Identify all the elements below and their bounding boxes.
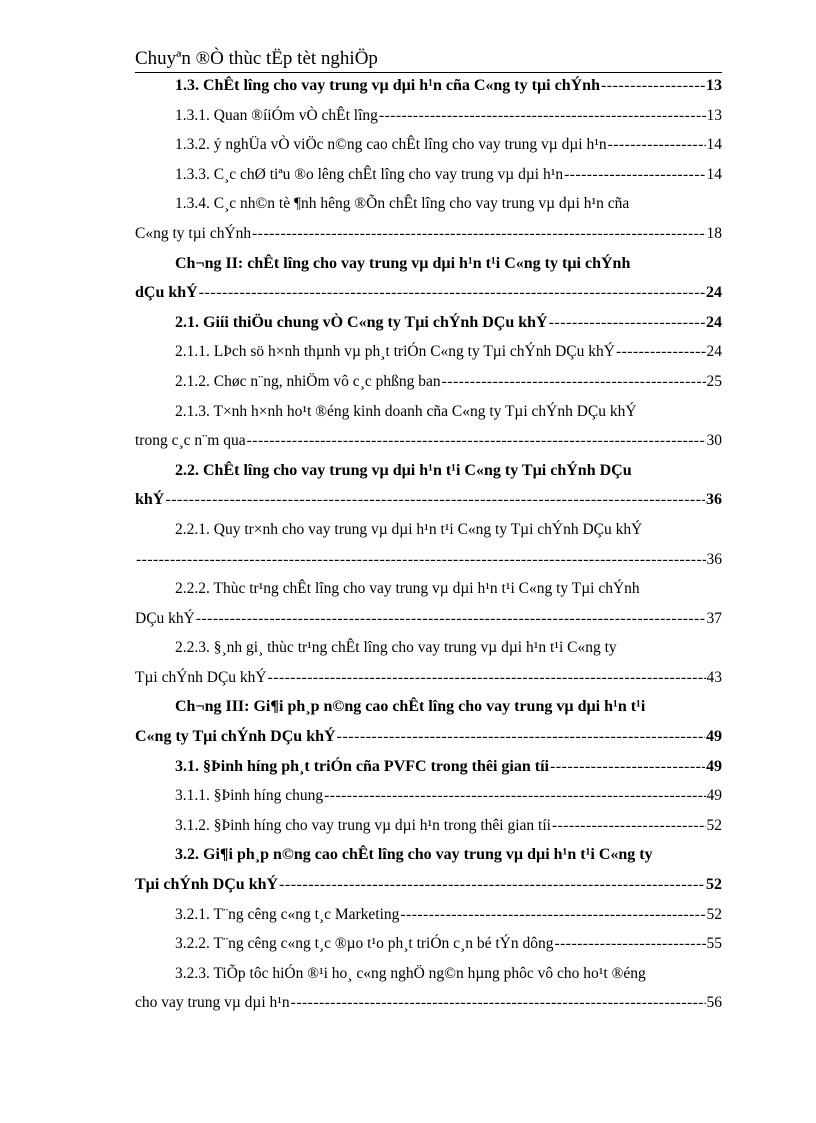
toc-page-number: 13 [706, 106, 722, 124]
toc-page-number: 37 [706, 609, 722, 627]
dot-leader [247, 426, 706, 456]
toc-page-number: 14 [706, 165, 722, 183]
dot-leader [552, 811, 706, 841]
toc-entry-title: C«ng ty tµi chÝnh [135, 224, 252, 242]
dot-leader [550, 752, 705, 782]
toc-entry-title: Tµi chÝnh DÇu khÝ [135, 668, 267, 686]
toc-entry[interactable] [135, 367, 722, 397]
dot-leader [268, 663, 706, 693]
toc-entry-title: cho vay trung vµ dµi h¹n [135, 994, 290, 1012]
toc-entry-title: 2.1.1. LÞch sö h×nh thµnh vµ ph¸t triÓn C«ng ty Tµi chÝnh DÇu khÝ [175, 343, 615, 361]
toc-entry-title: C«ng ty Tµi chÝnh DÇu khÝ [135, 728, 336, 746]
toc-entry[interactable] [135, 160, 722, 190]
toc-entry[interactable] [135, 545, 722, 575]
toc-entry[interactable] [135, 781, 722, 811]
dot-leader [337, 722, 705, 752]
dot-leader [199, 278, 705, 308]
dot-leader [554, 929, 705, 959]
toc-page-number: 56 [706, 994, 722, 1012]
toc-entry[interactable] [135, 663, 722, 693]
toc-entry[interactable] [135, 574, 722, 604]
toc-entry-title: Ch¬ng III: Gi¶i ph¸p n©ng cao chÊt lîng cho vay trung vµ dµi h¹n t¹i [175, 698, 646, 716]
toc-entry[interactable] [135, 71, 722, 101]
toc-page-number: 52 [706, 816, 722, 834]
toc-entry-title: 3.1. §Þinh híng ph¸t triÓn cña PVFC trong thêi gian tíi [175, 757, 549, 775]
toc-page-number: 36 [706, 550, 722, 568]
toc-entry-title: 3.2.1. T¨ng cêng c«ng t¸c Marketing [175, 905, 400, 923]
toc-entry-title: 3.2. Gi¶i ph¸p n©ng cao chÊt lîng cho vay trung vµ dµi h¹n t¹i C«ng ty [175, 846, 653, 864]
toc-entry[interactable] [135, 929, 722, 959]
toc-entry-title: dÇu khÝ [135, 284, 198, 302]
toc-page-number: 24 [706, 284, 722, 302]
toc-entry[interactable] [135, 988, 722, 1018]
toc-entry-title: 1.3. ChÊt lîng cho vay trung vµ dµi h¹n cña C«ng ty tµi chÝnh [175, 77, 600, 94]
toc-entry-title: 1.3.2. ý nghÜa vÒ viÖc n©ng cao chÊt lîng cho vay trung vµ dµi h¹n [175, 136, 607, 154]
toc-page-number: 30 [706, 432, 722, 450]
dot-leader [324, 781, 705, 811]
toc-entry[interactable] [135, 278, 722, 308]
toc-page-number: 52 [706, 876, 722, 894]
toc-entry[interactable] [135, 189, 722, 219]
dot-leader [379, 101, 706, 131]
toc-entry-title: DÇu khÝ [135, 609, 195, 627]
toc-page-number: 49 [706, 728, 722, 746]
toc-page-number: 24 [706, 343, 722, 361]
toc-page-number: 14 [706, 136, 722, 154]
toc-entry[interactable] [135, 692, 722, 722]
toc-page-number: 43 [706, 668, 722, 686]
toc-entry-title: 2.2.2. Thùc tr¹ng chÊt lîng cho vay trung vµ dµi h¹n t¹i C«ng ty Tµi chÝnh [175, 580, 640, 598]
toc-entry-title: 1.3.1. Quan ®íiÓm vÒ chÊt lîng [175, 106, 378, 124]
dot-leader [608, 130, 706, 160]
dot-leader [136, 545, 706, 575]
toc-page-number: 36 [706, 491, 722, 509]
toc-entry-title: 3.2.3. TiÕp tôc hiÓn ®¹i ho¸ c«ng nghÖ ng©n hµng phôc vô cho ho¹t ®éng [175, 964, 646, 982]
dot-leader [442, 367, 706, 397]
toc-page-number: 13 [706, 77, 722, 94]
toc-page-number: 49 [706, 787, 722, 805]
toc-entry[interactable] [135, 840, 722, 870]
toc-entry-title: 2.1.3. T×nh h×nh ho¹t ®éng kinh doanh cña C«ng ty Tµi chÝnh DÇu khÝ [175, 402, 637, 420]
toc-page-number: 25 [706, 372, 722, 390]
toc-entry[interactable] [135, 249, 722, 279]
toc-entry-title: 1.3.4. C¸c nh©n tè ¶nh hêng ®Õn chÊt lîng cho vay trung vµ dµi h¹n cña [175, 195, 630, 213]
toc-entry[interactable] [135, 130, 722, 160]
dot-leader [279, 870, 705, 900]
toc-entry[interactable] [135, 426, 722, 456]
toc-entry[interactable] [135, 397, 722, 427]
toc-page-number: 55 [706, 935, 722, 953]
toc-entry[interactable] [135, 811, 722, 841]
toc-entry[interactable] [135, 752, 722, 782]
toc-page-number: 24 [706, 313, 722, 331]
toc-entry-title: Tµi chÝnh DÇu khÝ [135, 876, 279, 894]
table-of-contents [135, 71, 722, 1018]
dot-leader [616, 337, 706, 367]
toc-entry-title: 3.2.2. T¨ng cêng c«ng t¸c ®µo t¹o ph¸t triÓn c¸n bé tÝn dông [175, 935, 554, 953]
toc-entry[interactable] [135, 722, 722, 752]
page-header: Chuyªn ®Ò thùc tËp tèt nghiÖp [135, 47, 722, 73]
toc-entry[interactable] [135, 900, 722, 930]
toc-entry[interactable] [135, 515, 722, 545]
toc-entry[interactable] [135, 485, 722, 515]
dot-leader [400, 900, 705, 930]
toc-entry-title: trong c¸c n¨m qua [135, 432, 246, 450]
toc-entry-title: 3.1.1. §Þinh híng chung [175, 787, 324, 805]
toc-entry-title: 1.3.3. C¸c chØ tiªu ®o lêng chÊt lîng cho vay trung vµ dµi h¹n [175, 165, 564, 183]
toc-entry-title: 2.2.3. §¸nh gi¸ thùc tr¹ng chÊt lîng cho vay trung vµ dµi h¹n t¹i C«ng ty [175, 639, 617, 657]
toc-page-number: 49 [706, 757, 722, 775]
dot-leader [564, 160, 705, 190]
dot-leader [165, 485, 705, 515]
toc-entry[interactable] [135, 870, 722, 900]
toc-page-number: 52 [706, 905, 722, 923]
dot-leader [252, 219, 705, 249]
toc-entry-title: 2.1. Giíi thiÖu chung vÒ C«ng ty Tµi chÝnh DÇu khÝ [175, 313, 548, 331]
toc-entry[interactable] [135, 219, 722, 249]
dot-leader [601, 71, 705, 101]
dot-leader [196, 604, 706, 634]
toc-entry-title: 2.1.2. Chøc n¨ng, nhiÖm vô c¸c phßng ban [175, 372, 441, 390]
toc-entry-title: 3.1.2. §Þinh híng cho vay trung vµ dµi h¹n trong thêi gian tíi [175, 816, 551, 834]
toc-entry-title: Ch¬ng II: chÊt lîng cho vay trung vµ dµi h¹n t¹i C«ng ty tµi chÝnh [175, 254, 631, 272]
toc-entry[interactable] [135, 337, 722, 367]
toc-entry[interactable] [135, 959, 722, 989]
toc-entry-title: 2.2. ChÊt lîng cho vay trung vµ dµi h¹n t¹i C«ng ty Tµi chÝnh DÇu [175, 461, 632, 479]
dot-leader [291, 988, 706, 1018]
toc-entry[interactable] [135, 633, 722, 663]
toc-entry[interactable] [135, 604, 722, 634]
toc-entry[interactable] [135, 101, 722, 131]
toc-entry-title: khÝ [135, 491, 165, 509]
toc-entry-title: 2.2.1. Quy tr×nh cho vay trung vµ dµi h¹n t¹i C«ng ty Tµi chÝnh DÇu khÝ [175, 520, 643, 538]
toc-entry[interactable] [135, 456, 722, 486]
toc-page-number: 18 [706, 224, 722, 242]
toc-entry[interactable] [135, 308, 722, 338]
dot-leader [549, 308, 705, 338]
